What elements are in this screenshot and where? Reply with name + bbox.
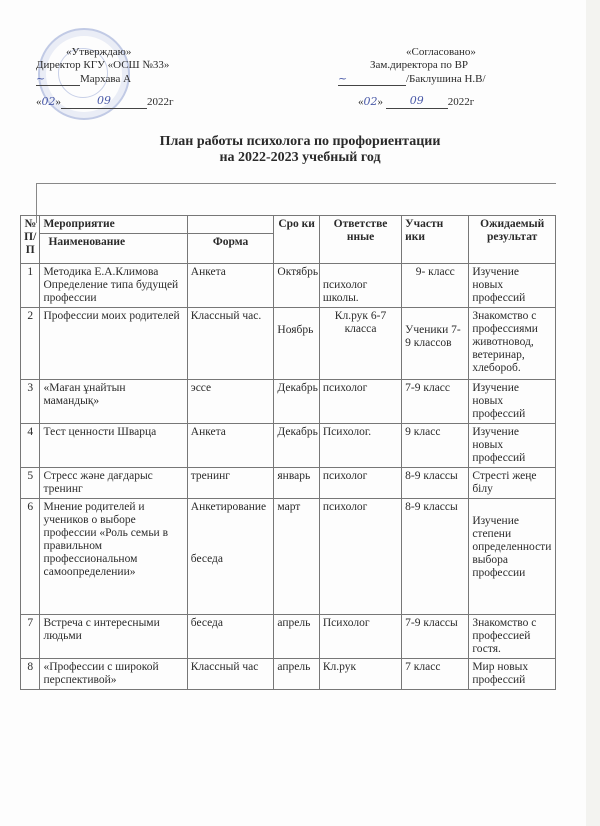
approval-block-director: «Утверждаю» Директор КГУ «ОСШ №33» ~ Мархава А «02» 09 2022г (36, 46, 206, 109)
row-participants: 8-9 классы (402, 499, 469, 615)
row-participants: 7-9 классы (402, 615, 469, 659)
row-result: Изучение степени определенности выбора профессии (469, 499, 556, 615)
approve-position: Директор КГУ «ОСШ №33» (36, 59, 170, 71)
row-responsible: психолог школы. (319, 264, 401, 308)
row-num: 7 (21, 615, 40, 659)
row-name: Профессии моих родителей (40, 308, 187, 380)
row-result: Знакомство с профессиями животновод, ветеринар, хлебороб. (469, 308, 556, 380)
signature-director: ~ (36, 72, 80, 86)
row-form: Классный час (187, 659, 274, 690)
header-dates: Сро ки (274, 216, 319, 264)
header-responsible: Ответстве нные (319, 216, 401, 264)
header-event: Мероприятие (40, 216, 187, 234)
row-num: 5 (21, 468, 40, 499)
director-name: Мархава А (80, 73, 132, 85)
row-result: Стресті жеңе білу (469, 468, 556, 499)
approve-day: 02 (41, 95, 56, 108)
row-dates: апрель (274, 615, 319, 659)
approve-heading: «Утверждаю» (66, 46, 132, 58)
table-row (21, 308, 556, 380)
row-responsible: психолог (319, 468, 401, 499)
header-result: Ожидаемый результат (469, 216, 556, 264)
row-result: Мир новых профессий (469, 659, 556, 690)
row-dates: Декабрь (274, 424, 319, 468)
row-participants: 8-9 классы (402, 468, 469, 499)
row-participants: Ученики 7-9 классов (402, 308, 469, 380)
row-responsible: Психолог (319, 615, 401, 659)
header-num: № П/П (21, 216, 40, 264)
row-num: 4 (21, 424, 40, 468)
row-num: 6 (21, 499, 40, 615)
row-form: тренинг (187, 468, 274, 499)
approve-year: 2022г (147, 96, 174, 108)
row-name: Мнение родителей и учеников о выборе профессии «Роль семьи в правильном профессиональном самоопределении» (40, 499, 187, 615)
page-edge (586, 0, 600, 826)
row-num: 2 (21, 308, 40, 380)
table-row (21, 424, 556, 468)
row-num: 1 (21, 264, 40, 308)
work-plan-table (20, 215, 556, 690)
row-result: Изучение новых профессий (469, 380, 556, 424)
row-dates: март (274, 499, 319, 615)
row-responsible: Психолог. (319, 424, 401, 468)
deputy-name: /Баклушина Н.В/ (406, 73, 486, 85)
row-result: Изучение новых профессий (469, 264, 556, 308)
row-form: беседа (187, 615, 274, 659)
title-line-1: План работы психолога по профориентации (159, 134, 441, 149)
row-form (187, 499, 274, 615)
row-responsible: психолог (319, 499, 401, 615)
table-row (21, 659, 556, 690)
row-form: Анкета (187, 424, 274, 468)
title-line-2: на 2022-2023 учебный год (219, 150, 381, 165)
header-event-blank (187, 216, 274, 234)
header-name: Наименование (40, 234, 187, 264)
row-participants: 9- класс (402, 264, 469, 308)
row-responsible: Кл.рук 6-7 класса (319, 308, 401, 380)
row-responsible: Кл.рук (319, 659, 401, 690)
row-form-primary: Анкетирование (190, 501, 267, 513)
row-participants: 7 класс (402, 659, 469, 690)
row-name: «Профессии с широкой перспективой» (40, 659, 187, 690)
approval-block-deputy: «Согласовано» Зам.директора по ВР ~ /Баклушина Н.В/ «02» 09 2022г (338, 46, 538, 109)
row-responsible: психолог (319, 380, 401, 424)
row-name: «Маған ұнайтын мамандық» (40, 380, 187, 424)
agree-month: 09 (409, 94, 424, 107)
row-form: Анкета (187, 264, 274, 308)
agree-day: 02 (363, 95, 378, 108)
table-row (21, 468, 556, 499)
agree-heading: «Согласовано» (406, 46, 476, 58)
signature-deputy: ~ (338, 72, 406, 86)
table-row (21, 264, 556, 308)
row-num: 8 (21, 659, 40, 690)
table-top-rule (36, 183, 556, 184)
row-num: 3 (21, 380, 40, 424)
row-result: Знакомство с профессией гостя. (469, 615, 556, 659)
table-row (21, 615, 556, 659)
table-row (21, 380, 556, 424)
row-name: Тест ценности Шварца (40, 424, 187, 468)
header-form: Форма (187, 234, 274, 264)
header-participants: Участн ики (402, 216, 469, 264)
row-name: Методика Е.А.Климова Определение типа будущей профессии (40, 264, 187, 308)
row-participants: 7-9 класс (402, 380, 469, 424)
row-dates: апрель (274, 659, 319, 690)
table-row (21, 499, 556, 615)
approve-month: 09 (97, 94, 111, 107)
row-dates: Ноябрь (274, 308, 319, 380)
row-dates: январь (274, 468, 319, 499)
agree-year: 2022г (447, 96, 475, 108)
row-form-secondary: беседа (190, 553, 224, 565)
row-name: Встреча с интересными людьми (40, 615, 187, 659)
row-dates: Октябрь (274, 264, 319, 308)
agree-position: Зам.директора по ВР (370, 59, 469, 71)
row-form: эссе (187, 380, 274, 424)
row-form: Классный час. (187, 308, 274, 380)
row-result: Изучение новых профессий (469, 424, 556, 468)
row-name: Стресс және дағдарыс тренинг (40, 468, 187, 499)
document-title (0, 134, 600, 166)
row-dates: Декабрь (274, 380, 319, 424)
row-participants: 9 класс (402, 424, 469, 468)
